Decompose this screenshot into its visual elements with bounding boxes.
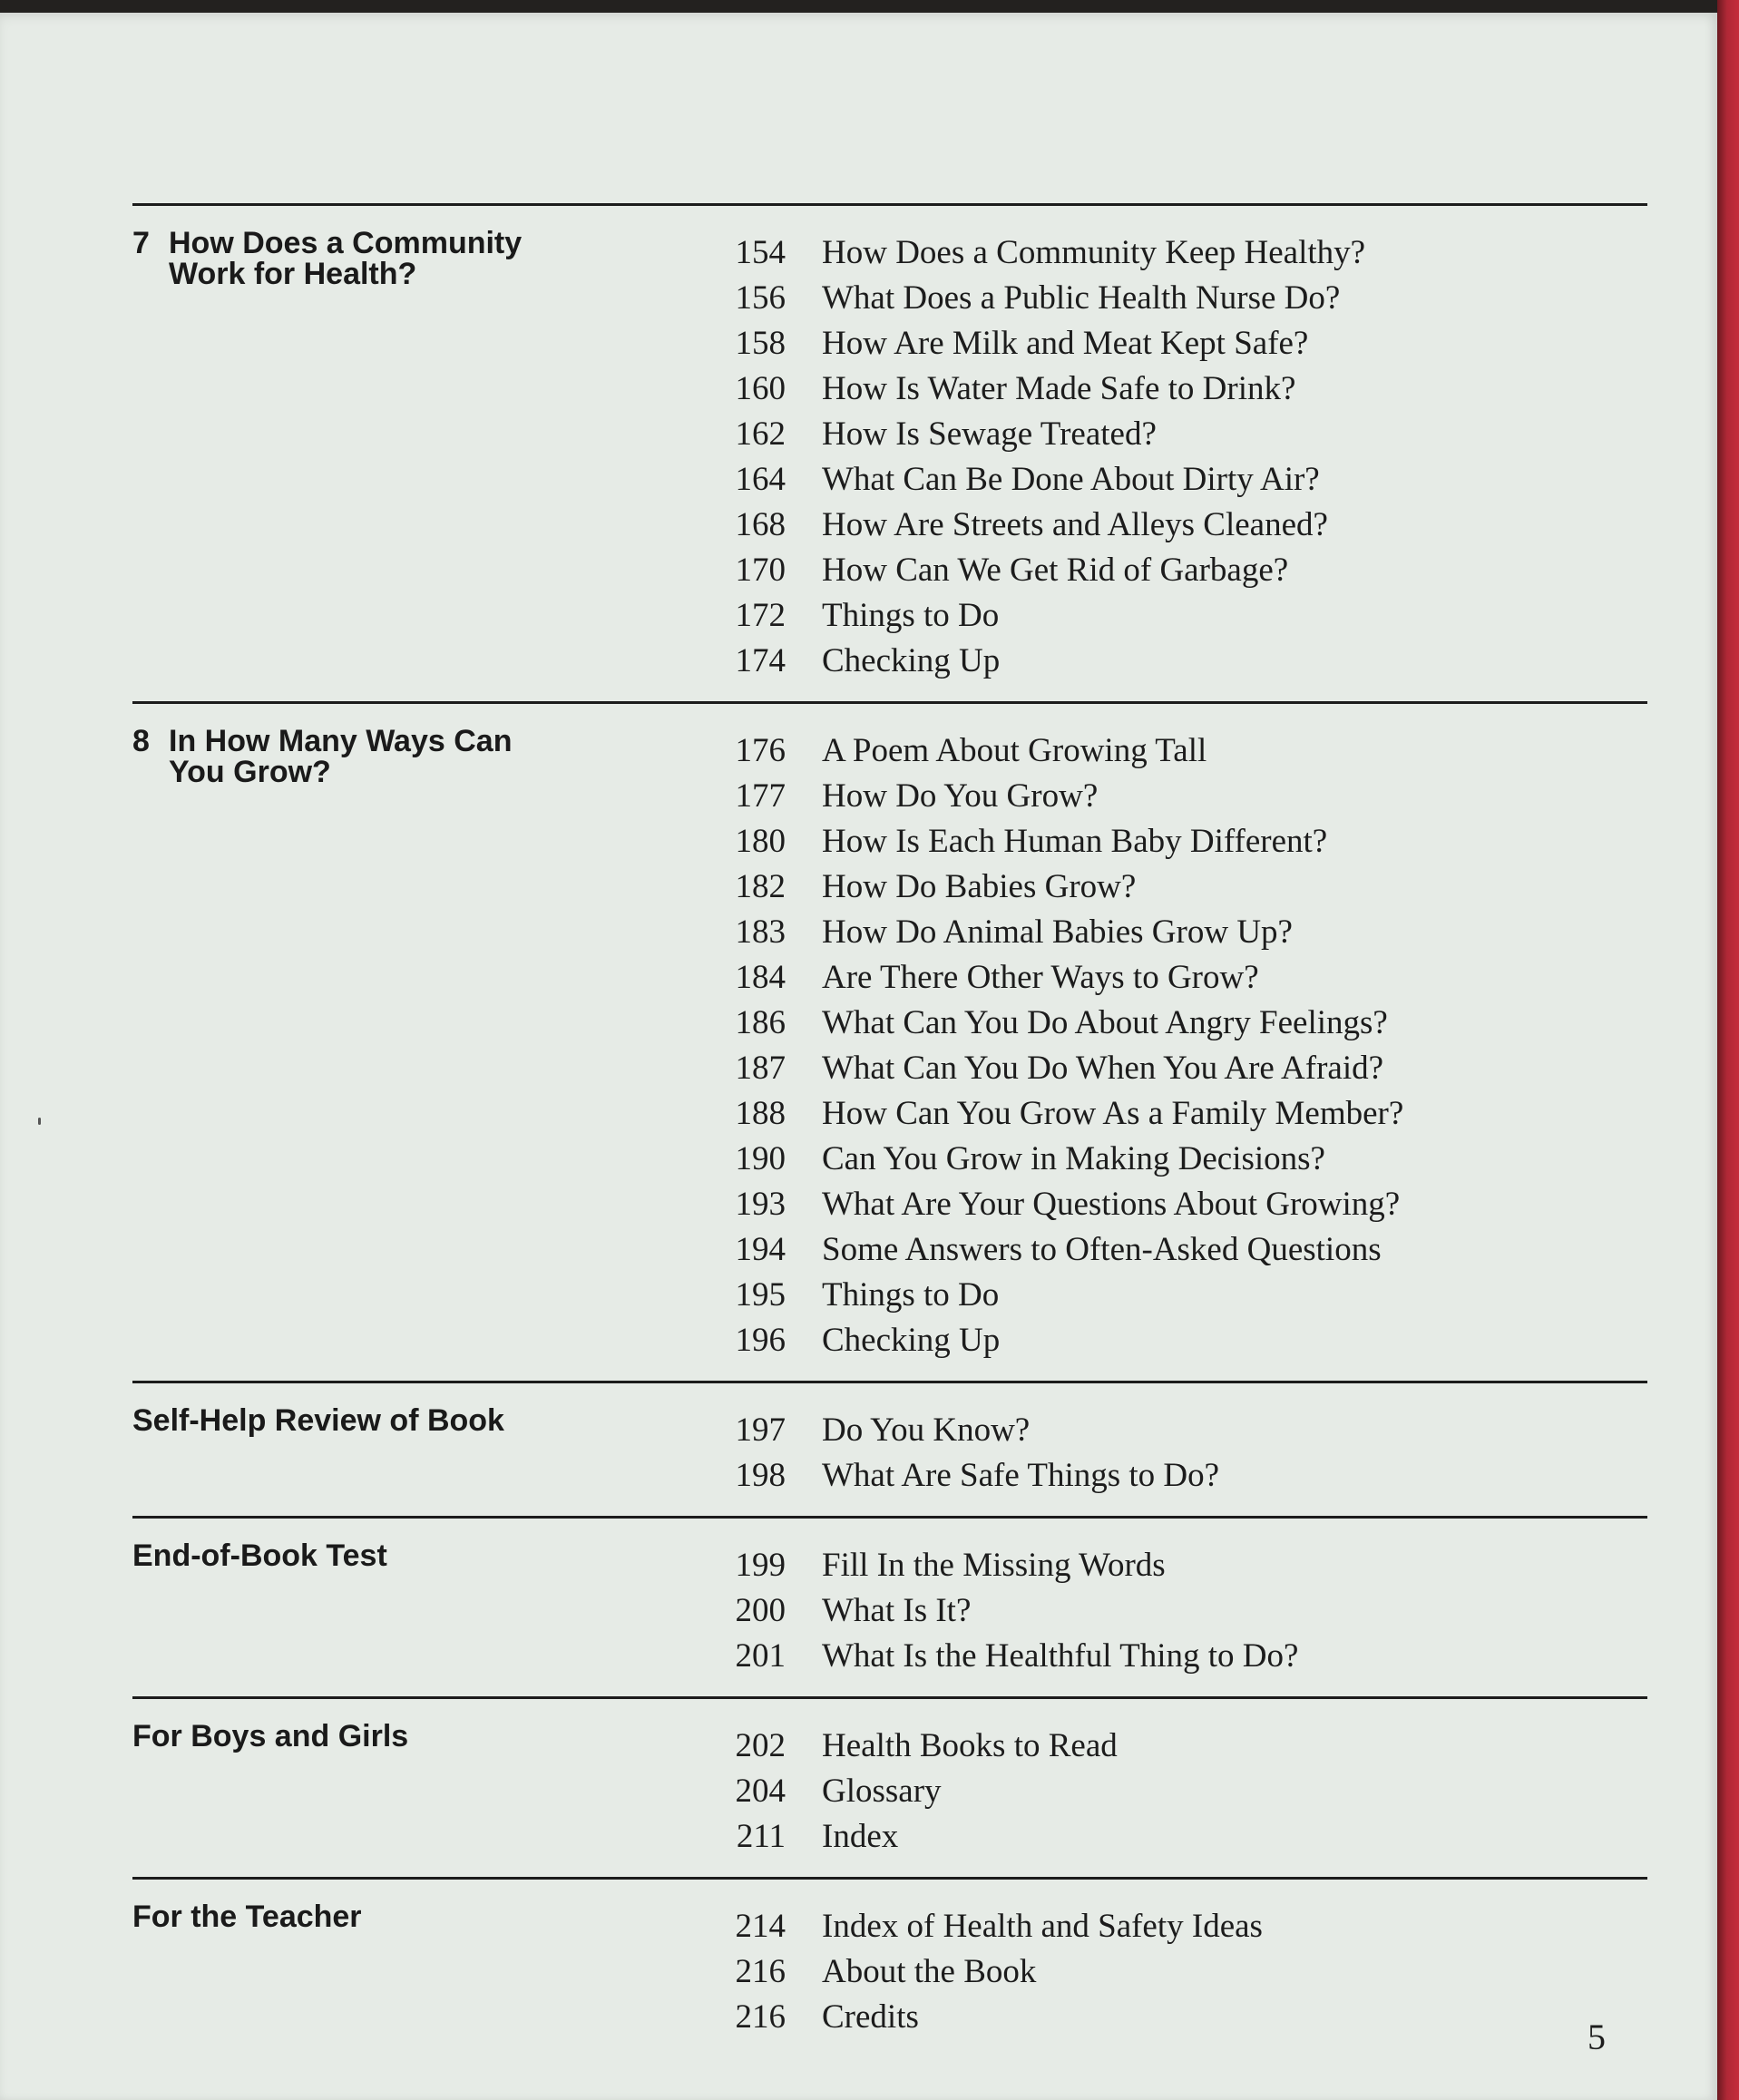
entry-page-number: 216 xyxy=(735,1998,786,2036)
entry-title: What Does a Public Health Nurse Do? xyxy=(822,279,1341,317)
toc-entry xyxy=(690,233,1647,278)
toc-entry xyxy=(690,731,1647,777)
entry-title: What Are Your Questions About Growing? xyxy=(822,1186,1401,1223)
section-heading xyxy=(132,206,690,701)
entry-title: Are There Other Ways to Grow? xyxy=(822,959,1259,996)
entry-title: How Is Each Human Baby Different? xyxy=(822,823,1328,860)
entry-title: Health Books to Read xyxy=(822,1727,1118,1764)
toc-entry xyxy=(690,1230,1647,1275)
section-heading xyxy=(132,1880,690,2057)
section-entries xyxy=(690,704,1647,1381)
toc-entry xyxy=(690,415,1647,460)
toc-entry xyxy=(690,777,1647,822)
entry-page-number: 204 xyxy=(735,1773,786,1810)
entry-title: A Poem About Growing Tall xyxy=(822,732,1207,769)
entry-page-number: 160 xyxy=(735,370,786,407)
entry-title: What Can Be Done About Dirty Air? xyxy=(822,461,1320,498)
entry-title: What Is It? xyxy=(822,1592,972,1629)
entry-page-number: 182 xyxy=(735,868,786,905)
toc-entry xyxy=(690,641,1647,687)
toc-entry xyxy=(690,1546,1647,1591)
entry-page-number: 214 xyxy=(735,1908,786,1945)
entry-title: About the Book xyxy=(822,1953,1037,1990)
entry-page-number: 176 xyxy=(735,732,786,769)
section-title: For the Teacher xyxy=(132,1900,362,1934)
section-title: End-of-Book Test xyxy=(132,1538,387,1573)
toc-entry xyxy=(690,551,1647,596)
page-speck xyxy=(38,1118,41,1125)
entry-title: How Are Milk and Meat Kept Safe? xyxy=(822,325,1309,362)
toc-entry xyxy=(690,913,1647,958)
toc-entry xyxy=(690,1003,1647,1049)
section-heading xyxy=(132,1519,690,1696)
entry-page-number: 180 xyxy=(735,823,786,860)
entry-page-number: 198 xyxy=(735,1457,786,1494)
toc-entry xyxy=(690,822,1647,867)
toc-entry xyxy=(690,867,1647,913)
entry-title: Credits xyxy=(822,1998,919,2036)
entry-title: Checking Up xyxy=(822,1322,1001,1359)
section-title: In How Many Ways Can You Grow? xyxy=(169,724,513,789)
toc-entry xyxy=(690,1636,1647,1682)
section-entries xyxy=(690,1880,1647,2057)
section-number: 7 xyxy=(132,226,150,260)
toc-section xyxy=(132,701,1647,1381)
entry-title: Fill In the Missing Words xyxy=(822,1547,1166,1584)
toc-entry xyxy=(690,1411,1647,1456)
entry-title: How Do Babies Grow? xyxy=(822,868,1137,905)
entry-page-number: 162 xyxy=(735,415,786,453)
entry-page-number: 202 xyxy=(735,1727,786,1764)
toc-entry xyxy=(690,1094,1647,1139)
entry-title: Can You Grow in Making Decisions? xyxy=(822,1140,1325,1177)
section-title: Self-Help Review of Book xyxy=(132,1403,504,1438)
entry-page-number: 168 xyxy=(735,506,786,543)
entry-page-number: 194 xyxy=(735,1231,786,1268)
entry-page-number: 154 xyxy=(735,234,786,271)
entry-page-number: 201 xyxy=(735,1637,786,1675)
toc-entry xyxy=(690,369,1647,415)
toc-entry xyxy=(690,1139,1647,1185)
toc-section xyxy=(132,1877,1647,2057)
entry-page-number: 164 xyxy=(735,461,786,498)
toc-entry xyxy=(690,1726,1647,1772)
toc-entry xyxy=(690,278,1647,324)
section-entries xyxy=(690,1699,1647,1877)
toc-section xyxy=(132,1381,1647,1516)
toc-entry xyxy=(690,1321,1647,1366)
section-heading xyxy=(132,704,690,1381)
section-title: For Boys and Girls xyxy=(132,1719,409,1753)
toc-entry xyxy=(690,1275,1647,1321)
section-heading xyxy=(132,1699,690,1877)
entry-page-number: 200 xyxy=(735,1592,786,1629)
entry-title: How Do Animal Babies Grow Up? xyxy=(822,913,1293,951)
toc-entry xyxy=(690,505,1647,551)
page-number: 5 xyxy=(1588,2017,1606,2057)
entry-page-number: 197 xyxy=(735,1411,786,1449)
entry-title: What Can You Do When You Are Afraid? xyxy=(822,1050,1384,1087)
entry-page-number: 196 xyxy=(735,1322,786,1359)
section-number: 8 xyxy=(132,724,150,758)
toc-section xyxy=(132,1696,1647,1877)
entry-title: How Does a Community Keep Healthy? xyxy=(822,234,1366,271)
entry-title: What Can You Do About Angry Feelings? xyxy=(822,1004,1388,1041)
entry-page-number: 172 xyxy=(735,597,786,634)
entry-title: How Can We Get Rid of Garbage? xyxy=(822,552,1289,589)
toc-entry xyxy=(690,1997,1647,2043)
entry-page-number: 158 xyxy=(735,325,786,362)
entry-page-number: 216 xyxy=(735,1953,786,1990)
section-entries xyxy=(690,206,1647,701)
entry-title: Things to Do xyxy=(822,1276,1000,1314)
toc-entry xyxy=(690,1185,1647,1230)
entry-title: Glossary xyxy=(822,1773,942,1810)
section-title: How Does a Community Work for Health? xyxy=(169,226,523,291)
entry-title: Checking Up xyxy=(822,642,1001,679)
section-entries xyxy=(690,1519,1647,1696)
entry-title: What Are Safe Things to Do? xyxy=(822,1457,1220,1494)
entry-page-number: 177 xyxy=(735,777,786,815)
toc-entry xyxy=(690,596,1647,641)
section-heading xyxy=(132,1383,690,1516)
toc-entry xyxy=(690,1456,1647,1501)
toc-section xyxy=(132,1516,1647,1696)
entry-title: How Do You Grow? xyxy=(822,777,1099,815)
entry-title: How Is Sewage Treated? xyxy=(822,415,1157,453)
entry-page-number: 170 xyxy=(735,552,786,589)
toc-entry xyxy=(690,958,1647,1003)
toc-entry xyxy=(690,1907,1647,1952)
toc-entry xyxy=(690,1049,1647,1094)
toc-entry xyxy=(690,324,1647,369)
entry-title: Do You Know? xyxy=(822,1411,1031,1449)
entry-page-number: 174 xyxy=(735,642,786,679)
toc-section xyxy=(132,203,1647,701)
toc-entry xyxy=(690,1952,1647,1997)
entry-page-number: 193 xyxy=(735,1186,786,1223)
entry-page-number: 184 xyxy=(735,959,786,996)
section-entries xyxy=(690,1383,1647,1516)
entry-page-number: 187 xyxy=(735,1050,786,1087)
entry-title: Index of Health and Safety Ideas xyxy=(822,1908,1263,1945)
entry-title: How Are Streets and Alleys Cleaned? xyxy=(822,506,1328,543)
entry-page-number: 183 xyxy=(735,913,786,951)
entry-title: Index xyxy=(822,1818,899,1855)
toc-entry xyxy=(690,1817,1647,1862)
entry-page-number: 188 xyxy=(735,1095,786,1132)
entry-page-number: 186 xyxy=(735,1004,786,1041)
toc-entry xyxy=(690,460,1647,505)
entry-title: How Can You Grow As a Family Member? xyxy=(822,1095,1404,1132)
entry-title: What Is the Healthful Thing to Do? xyxy=(822,1637,1299,1675)
entry-title: Some Answers to Often-Asked Questions xyxy=(822,1231,1382,1268)
entry-page-number: 211 xyxy=(736,1818,786,1855)
entry-page-number: 156 xyxy=(735,279,786,317)
entry-page-number: 199 xyxy=(735,1547,786,1584)
table-of-contents xyxy=(132,203,1647,2057)
entry-page-number: 195 xyxy=(735,1276,786,1314)
entry-page-number: 190 xyxy=(735,1140,786,1177)
entry-title: Things to Do xyxy=(822,597,1000,634)
toc-entry xyxy=(690,1772,1647,1817)
toc-entry xyxy=(690,1591,1647,1636)
entry-title: How Is Water Made Safe to Drink? xyxy=(822,370,1296,407)
book-cover-edge xyxy=(1717,0,1739,2100)
